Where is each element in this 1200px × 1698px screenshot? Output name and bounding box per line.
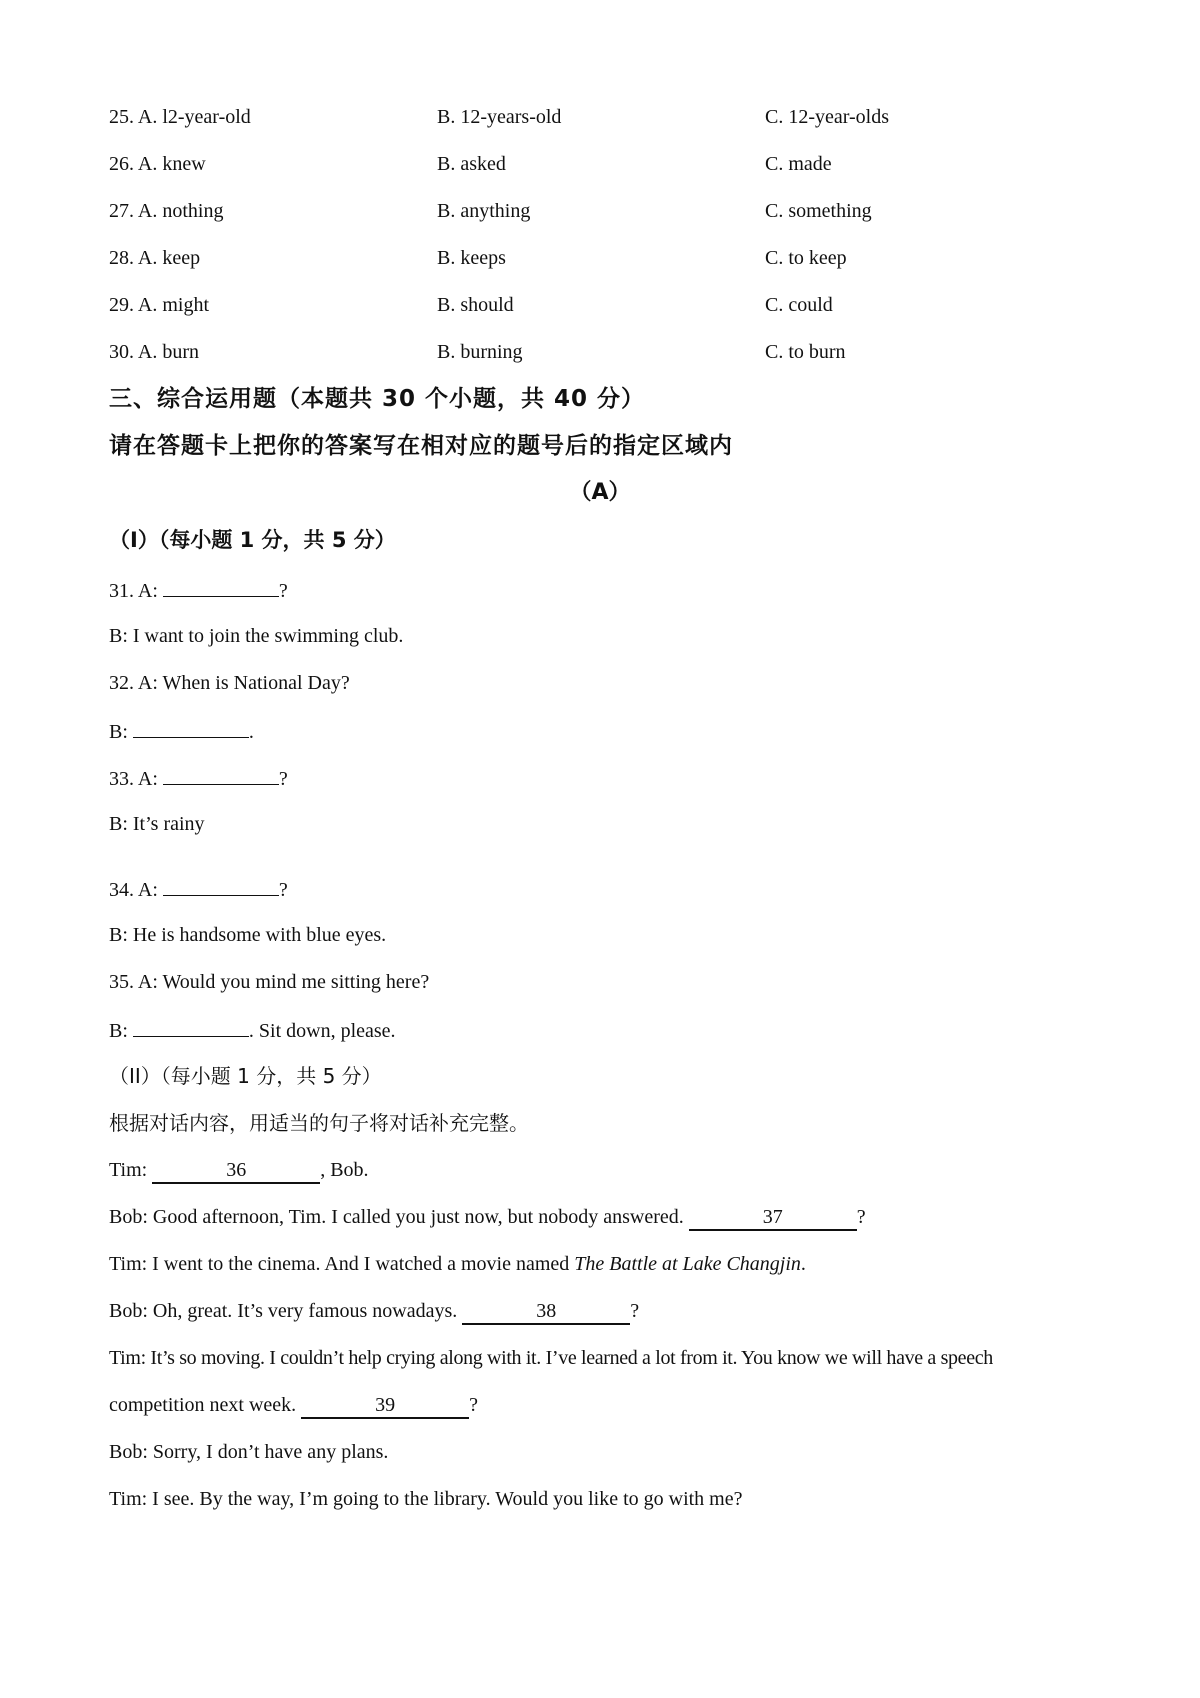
- q31-label: 31. A:: [109, 580, 163, 602]
- option-row-25: [0, 104, 1200, 130]
- q33-blank[interactable]: [163, 764, 279, 785]
- dialogue-line-4-text: Bob: Oh, great. It’s very famous nowadays.: [109, 1300, 463, 1322]
- q34-line-a: [109, 875, 288, 903]
- dialogue-line-3-text: Tim: I went to the cinema. And I watched a movie named: [109, 1253, 575, 1275]
- dialogue-line-4-end: ?: [630, 1300, 640, 1322]
- section-instruction: 请在答题卡上把你的答案写在相对应的题号后的指定区域内: [109, 433, 733, 459]
- blank-39[interactable]: 39: [301, 1393, 469, 1419]
- option-30-a: 30. A. burn: [109, 341, 199, 363]
- option-27-a: 27. A. nothing: [109, 200, 224, 222]
- q32-end: .: [248, 721, 254, 743]
- q33-label: 33. A:: [109, 768, 163, 790]
- dialogue-line-4: [109, 1298, 639, 1325]
- dialogue-line-6-text: competition next week.: [109, 1394, 302, 1416]
- dialogue-line-7: Bob: Sorry, I don’t have any plans.: [109, 1441, 389, 1463]
- q34-blank[interactable]: [163, 875, 279, 896]
- dialogue-speaker-tim: Tim:: [109, 1159, 153, 1181]
- part2-instruction: 根据对话内容，用适当的句子将对话补充完整。: [109, 1111, 529, 1135]
- dialogue-line-2-text: Bob: Good afternoon, Tim. I called you just now, but nobody answered.: [109, 1206, 689, 1228]
- part-label: （A）: [569, 480, 631, 505]
- movie-title: The Battle at Lake Changjin: [574, 1253, 801, 1275]
- option-row-26: [0, 151, 1200, 177]
- dialogue-line-3-end: .: [800, 1253, 806, 1275]
- option-26-b: B. asked: [437, 153, 506, 175]
- option-row-29: [0, 292, 1200, 318]
- option-27-c: C. something: [765, 200, 872, 222]
- part1-heading: （I）（每小题 1 分，共 5 分）: [109, 528, 396, 552]
- q35-blank[interactable]: [133, 1016, 249, 1037]
- blank-38[interactable]: 38: [462, 1299, 630, 1325]
- option-29-a: 29. A. might: [109, 294, 210, 316]
- option-27-b: B. anything: [437, 200, 531, 222]
- dialogue-line-1: [109, 1157, 369, 1184]
- q34-line-b: B: He is handsome with blue eyes.: [109, 924, 387, 946]
- q33-end: ?: [278, 768, 288, 790]
- option-row-30: [0, 339, 1200, 365]
- q31-end: ?: [278, 580, 288, 602]
- q33-line-b: B: It’s rainy: [109, 813, 205, 835]
- dialogue-line-1-end: , Bob.: [320, 1159, 369, 1181]
- option-25-c: C. 12-year-olds: [765, 106, 890, 128]
- section-title: 三、综合运用题（本题共 30 个小题，共 40 分）: [109, 386, 646, 412]
- q32-line-a: 32. A: When is National Day?: [109, 672, 350, 694]
- q31-line-b: B: I want to join the swimming club.: [109, 625, 404, 647]
- q32-label: B:: [109, 721, 133, 743]
- option-26-a: 26. A. knew: [109, 153, 206, 175]
- dialogue-line-6-end: ?: [469, 1394, 479, 1416]
- part2-heading: （II）（每小题 1 分，共 5 分）: [109, 1064, 382, 1088]
- q35-end: . Sit down, please.: [248, 1020, 396, 1042]
- option-29-c: C. could: [765, 294, 833, 316]
- q34-end: ?: [278, 879, 288, 901]
- dialogue-line-2: [109, 1204, 866, 1231]
- q31-blank[interactable]: [163, 576, 279, 597]
- q35-line-a: 35. A: Would you mind me sitting here?: [109, 971, 430, 993]
- dialogue-line-2-end: ?: [856, 1206, 866, 1228]
- dialogue-line-8: Tim: I see. By the way, I’m going to the library. Would you like to go with me?: [109, 1488, 743, 1510]
- q35-line-b: [109, 1016, 396, 1044]
- option-29-b: B. should: [437, 294, 514, 316]
- q34-label: 34. A:: [109, 879, 163, 901]
- option-30-c: C. to burn: [765, 341, 846, 363]
- option-30-b: B. burning: [437, 341, 523, 363]
- dialogue-line-3: [109, 1251, 806, 1277]
- q33-line-a: [109, 764, 288, 792]
- option-26-c: C. made: [765, 153, 832, 175]
- option-28-b: B. keeps: [437, 247, 506, 269]
- option-row-28: [0, 245, 1200, 271]
- option-28-c: C. to keep: [765, 247, 847, 269]
- q32-line-b: [109, 717, 254, 745]
- option-25-b: B. 12-years-old: [437, 106, 562, 128]
- q31-line-a: [109, 576, 288, 604]
- q32-blank[interactable]: [133, 717, 249, 738]
- blank-36[interactable]: 36: [152, 1158, 320, 1184]
- dialogue-line-6: [109, 1392, 478, 1419]
- option-25-a: 25. A. l2-year-old: [109, 106, 251, 128]
- blank-37[interactable]: 37: [689, 1205, 857, 1231]
- q35-label: B:: [109, 1020, 133, 1042]
- option-row-27: [0, 198, 1200, 224]
- dialogue-line-5: Tim: It’s so moving. I couldn’t help crying along with it. I’ve learned a lot from it. You know we will have a speech: [109, 1347, 993, 1369]
- option-28-a: 28. A. keep: [109, 247, 201, 269]
